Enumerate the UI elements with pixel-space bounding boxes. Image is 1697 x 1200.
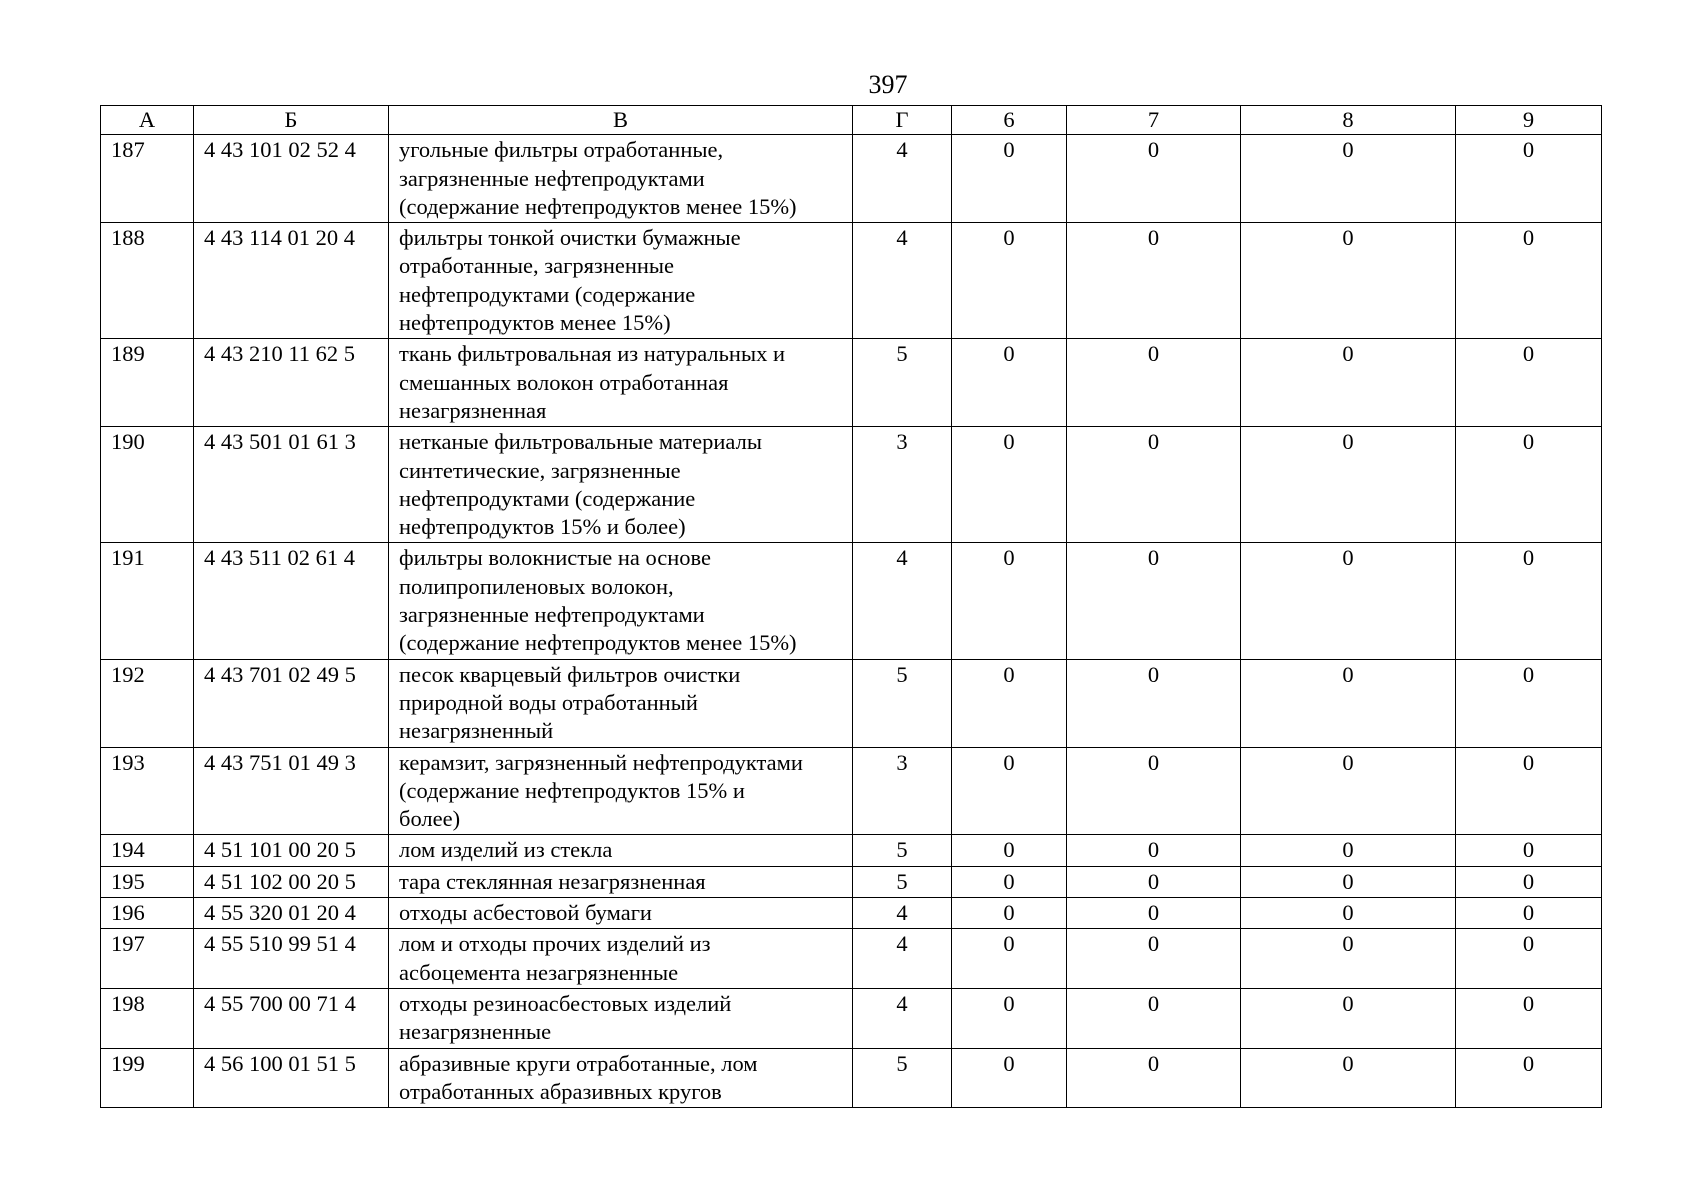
value-cell-9: 0 bbox=[1456, 929, 1602, 989]
description-line: лом изделий из стекла bbox=[399, 837, 613, 863]
table-row bbox=[101, 135, 1602, 223]
hazard-class-cell: 5 bbox=[853, 835, 952, 866]
waste-description-cell bbox=[389, 929, 853, 989]
waste-code-cell: 4 43 751 01 49 3 bbox=[194, 747, 389, 835]
hazard-class-cell: 3 bbox=[853, 747, 952, 835]
waste-code-cell: 4 43 101 02 52 4 bbox=[194, 135, 389, 223]
waste-code-cell: 4 55 320 01 20 4 bbox=[194, 898, 389, 929]
value-cell-7: 0 bbox=[1067, 659, 1241, 747]
value-cell-9: 0 bbox=[1456, 339, 1602, 427]
table-header bbox=[101, 106, 1602, 135]
description-line: отработанных абразивных кругов bbox=[399, 1078, 722, 1104]
table-row bbox=[101, 223, 1602, 339]
waste-code-cell: 4 43 511 02 61 4 bbox=[194, 543, 389, 659]
description-line: фильтры тонкой очистки бумажные bbox=[399, 225, 741, 251]
description-line: незагрязненные bbox=[399, 1019, 552, 1045]
value-cell-8: 0 bbox=[1241, 898, 1456, 929]
hazard-class-cell: 4 bbox=[853, 135, 952, 223]
value-cell-6: 0 bbox=[952, 988, 1067, 1048]
value-cell-8: 0 bbox=[1241, 135, 1456, 223]
description-line: незагрязненный bbox=[399, 718, 554, 744]
header-cell-b: Б bbox=[194, 106, 389, 135]
page-number: 397 bbox=[868, 70, 908, 99]
header-cell-9: 9 bbox=[1456, 106, 1602, 135]
value-cell-6: 0 bbox=[952, 898, 1067, 929]
hazard-class-cell: 5 bbox=[853, 1048, 952, 1108]
waste-table bbox=[100, 105, 1602, 1108]
header-cell-a: А bbox=[101, 106, 194, 135]
table-row bbox=[101, 427, 1602, 543]
value-cell-7: 0 bbox=[1067, 339, 1241, 427]
hazard-class-cell: 4 bbox=[853, 543, 952, 659]
description-line: нетканые фильтровальные материалы bbox=[399, 429, 762, 455]
table-row bbox=[101, 747, 1602, 835]
value-cell-7: 0 bbox=[1067, 747, 1241, 835]
waste-code-cell: 4 56 100 01 51 5 bbox=[194, 1048, 389, 1108]
row-number-cell: 187 bbox=[101, 135, 194, 223]
header-cell-g: Г bbox=[853, 106, 952, 135]
value-cell-8: 0 bbox=[1241, 929, 1456, 989]
value-cell-9: 0 bbox=[1456, 1048, 1602, 1108]
description-line: более) bbox=[399, 806, 461, 832]
description-line: (содержание нефтепродуктов менее 15%) bbox=[399, 193, 797, 219]
header-row bbox=[101, 106, 1602, 135]
description-line: тара стеклянная незагрязненная bbox=[399, 868, 706, 894]
table-row bbox=[101, 1048, 1602, 1108]
waste-description-cell bbox=[389, 659, 853, 747]
waste-code-cell: 4 43 210 11 62 5 bbox=[194, 339, 389, 427]
waste-description-cell bbox=[389, 988, 853, 1048]
row-number-cell: 195 bbox=[101, 866, 194, 897]
value-cell-6: 0 bbox=[952, 747, 1067, 835]
value-cell-9: 0 bbox=[1456, 835, 1602, 866]
description-line: песок кварцевый фильтров очистки bbox=[399, 661, 741, 687]
value-cell-8: 0 bbox=[1241, 339, 1456, 427]
value-cell-6: 0 bbox=[952, 223, 1067, 339]
table-body bbox=[101, 135, 1602, 1108]
value-cell-9: 0 bbox=[1456, 659, 1602, 747]
value-cell-7: 0 bbox=[1067, 543, 1241, 659]
waste-description-cell bbox=[389, 223, 853, 339]
value-cell-9: 0 bbox=[1456, 223, 1602, 339]
row-number-cell: 197 bbox=[101, 929, 194, 989]
waste-description-cell bbox=[389, 427, 853, 543]
row-number-cell: 190 bbox=[101, 427, 194, 543]
waste-description-cell bbox=[389, 747, 853, 835]
row-number-cell: 194 bbox=[101, 835, 194, 866]
waste-description-cell bbox=[389, 1048, 853, 1108]
table-row bbox=[101, 543, 1602, 659]
hazard-class-cell: 4 bbox=[853, 929, 952, 989]
table-row bbox=[101, 988, 1602, 1048]
hazard-class-cell: 4 bbox=[853, 898, 952, 929]
description-line: нефтепродуктов 15% и более) bbox=[399, 514, 686, 540]
description-line: нефтепродуктами (содержание bbox=[399, 281, 696, 307]
description-line: отходы резиноасбестовых изделий bbox=[399, 990, 732, 1016]
waste-description-cell bbox=[389, 339, 853, 427]
waste-description-cell bbox=[389, 835, 853, 866]
description-line: лом и отходы прочих изделий из bbox=[399, 931, 711, 957]
value-cell-6: 0 bbox=[952, 339, 1067, 427]
value-cell-8: 0 bbox=[1241, 835, 1456, 866]
table-row bbox=[101, 339, 1602, 427]
row-number-cell: 189 bbox=[101, 339, 194, 427]
row-number-cell: 191 bbox=[101, 543, 194, 659]
row-number-cell: 199 bbox=[101, 1048, 194, 1108]
description-line: полипропиленовых волокон, bbox=[399, 573, 674, 599]
value-cell-8: 0 bbox=[1241, 747, 1456, 835]
value-cell-7: 0 bbox=[1067, 988, 1241, 1048]
waste-code-cell: 4 43 501 01 61 3 bbox=[194, 427, 389, 543]
description-line: нефтепродуктов менее 15%) bbox=[399, 310, 671, 336]
description-line: асбоцемента незагрязненные bbox=[399, 959, 679, 985]
hazard-class-cell: 5 bbox=[853, 659, 952, 747]
row-number-cell: 193 bbox=[101, 747, 194, 835]
hazard-class-cell: 5 bbox=[853, 339, 952, 427]
value-cell-9: 0 bbox=[1456, 135, 1602, 223]
description-line: отработанные, загрязненные bbox=[399, 253, 675, 279]
waste-code-cell: 4 43 701 02 49 5 bbox=[194, 659, 389, 747]
description-line: загрязненные нефтепродуктами bbox=[399, 602, 705, 628]
table-row bbox=[101, 929, 1602, 989]
value-cell-7: 0 bbox=[1067, 135, 1241, 223]
value-cell-7: 0 bbox=[1067, 929, 1241, 989]
description-line: смешанных волокон отработанная bbox=[399, 369, 729, 395]
table-row bbox=[101, 835, 1602, 866]
waste-description-cell bbox=[389, 543, 853, 659]
value-cell-9: 0 bbox=[1456, 898, 1602, 929]
hazard-class-cell: 4 bbox=[853, 223, 952, 339]
waste-description-cell bbox=[389, 866, 853, 897]
header-cell-8: 8 bbox=[1241, 106, 1456, 135]
waste-code-cell: 4 51 102 00 20 5 bbox=[194, 866, 389, 897]
value-cell-8: 0 bbox=[1241, 659, 1456, 747]
waste-description-cell bbox=[389, 898, 853, 929]
header-cell-6: 6 bbox=[952, 106, 1067, 135]
description-line: нефтепродуктами (содержание bbox=[399, 485, 696, 511]
waste-description-cell bbox=[389, 135, 853, 223]
value-cell-9: 0 bbox=[1456, 543, 1602, 659]
value-cell-8: 0 bbox=[1241, 543, 1456, 659]
table-row bbox=[101, 659, 1602, 747]
hazard-class-cell: 3 bbox=[853, 427, 952, 543]
waste-code-cell: 4 43 114 01 20 4 bbox=[194, 223, 389, 339]
waste-code-cell: 4 55 700 00 71 4 bbox=[194, 988, 389, 1048]
value-cell-8: 0 bbox=[1241, 1048, 1456, 1108]
description-line: загрязненные нефтепродуктами bbox=[399, 165, 705, 191]
description-line: керамзит, загрязненный нефтепродуктами bbox=[399, 749, 803, 775]
table-row bbox=[101, 866, 1602, 897]
description-line: природной воды отработанный bbox=[399, 689, 698, 715]
header-cell-7: 7 bbox=[1067, 106, 1241, 135]
row-number-cell: 188 bbox=[101, 223, 194, 339]
value-cell-8: 0 bbox=[1241, 866, 1456, 897]
header-cell-v: В bbox=[389, 106, 853, 135]
description-line: синтетические, загрязненные bbox=[399, 457, 681, 483]
value-cell-8: 0 bbox=[1241, 988, 1456, 1048]
hazard-class-cell: 5 bbox=[853, 866, 952, 897]
description-line: абразивные круги отработанные, лом bbox=[399, 1050, 758, 1076]
value-cell-7: 0 bbox=[1067, 223, 1241, 339]
value-cell-6: 0 bbox=[952, 1048, 1067, 1108]
description-line: (содержание нефтепродуктов 15% и bbox=[399, 777, 745, 803]
value-cell-9: 0 bbox=[1456, 747, 1602, 835]
value-cell-6: 0 bbox=[952, 659, 1067, 747]
description-line: незагрязненная bbox=[399, 397, 547, 423]
value-cell-7: 0 bbox=[1067, 1048, 1241, 1108]
row-number-cell: 196 bbox=[101, 898, 194, 929]
description-line: фильтры волокнистые на основе bbox=[399, 545, 712, 571]
value-cell-6: 0 bbox=[952, 135, 1067, 223]
waste-code-cell: 4 51 101 00 20 5 bbox=[194, 835, 389, 866]
value-cell-7: 0 bbox=[1067, 898, 1241, 929]
value-cell-9: 0 bbox=[1456, 988, 1602, 1048]
row-number-cell: 198 bbox=[101, 988, 194, 1048]
value-cell-8: 0 bbox=[1241, 223, 1456, 339]
value-cell-6: 0 bbox=[952, 427, 1067, 543]
description-line: ткань фильтровальная из натуральных и bbox=[399, 341, 785, 367]
value-cell-9: 0 bbox=[1456, 866, 1602, 897]
value-cell-8: 0 bbox=[1241, 427, 1456, 543]
value-cell-7: 0 bbox=[1067, 866, 1241, 897]
value-cell-6: 0 bbox=[952, 866, 1067, 897]
value-cell-6: 0 bbox=[952, 835, 1067, 866]
hazard-class-cell: 4 bbox=[853, 988, 952, 1048]
value-cell-7: 0 bbox=[1067, 427, 1241, 543]
value-cell-7: 0 bbox=[1067, 835, 1241, 866]
value-cell-6: 0 bbox=[952, 543, 1067, 659]
value-cell-6: 0 bbox=[952, 929, 1067, 989]
description-line: (содержание нефтепродуктов менее 15%) bbox=[399, 630, 797, 656]
row-number-cell: 192 bbox=[101, 659, 194, 747]
table-row bbox=[101, 898, 1602, 929]
waste-code-cell: 4 55 510 99 51 4 bbox=[194, 929, 389, 989]
description-line: угольные фильтры отработанные, bbox=[399, 137, 724, 163]
value-cell-9: 0 bbox=[1456, 427, 1602, 543]
description-line: отходы асбестовой бумаги bbox=[399, 900, 652, 926]
